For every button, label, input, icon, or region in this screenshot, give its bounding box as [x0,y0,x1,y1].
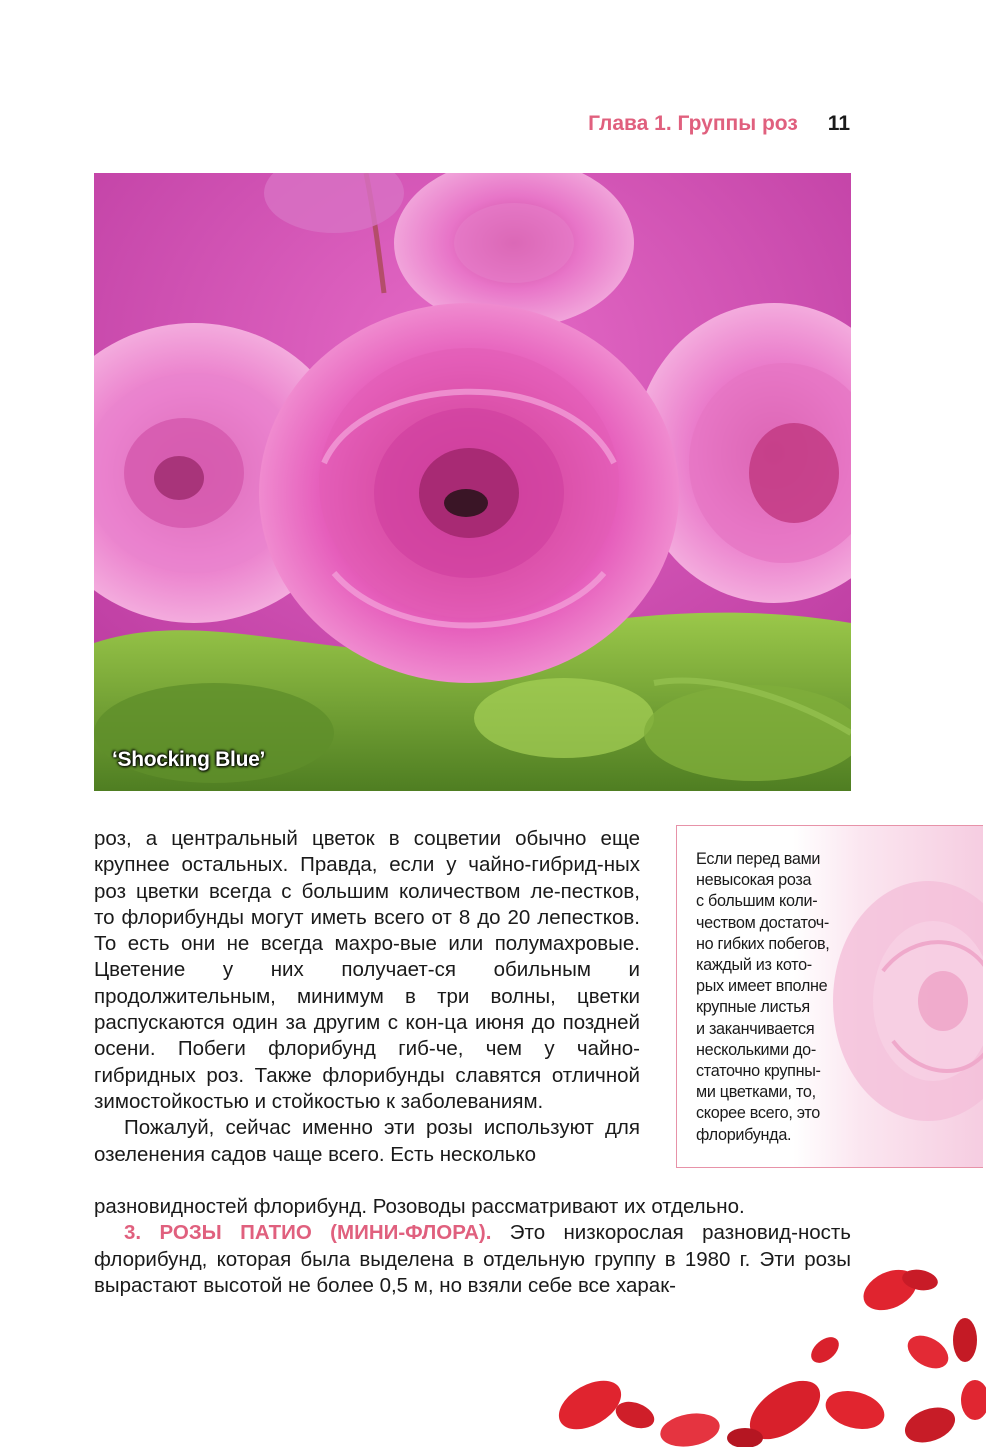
page-number: 11 [827,112,850,135]
sidebar-text [696,849,846,1146]
sidebar-line: и заканчивается [696,1019,815,1038]
sidebar-line: рых имеет вполне [696,977,828,996]
sidebar-line: скорее всего, это [696,1104,820,1123]
sidebar-line: статочно крупны- [696,1062,821,1081]
sidebar-line: каждый из кото- [696,956,812,975]
sidebar-rose-illustration [823,851,983,1151]
rose-photo [94,173,851,791]
photo-caption: ‘Shocking Blue’ [112,748,266,771]
sidebar-line: чеством достаточ- [696,913,830,932]
sidebar-line: несколькими до- [696,1040,816,1059]
sidebar-line: флорибунда. [696,1125,792,1144]
body-paragraph-end: разновидностей флорибунд. Розоводы рассматривают их отдельно. [94,1195,745,1218]
body-column [94,826,640,1168]
sidebar-line: но гибких побегов, [696,934,830,953]
section-text: Это низкорослая разновид-ность флорибунд, которая была выделена в отдельную группу в 1980 г. Эти розы вырастают высотой не более 0,5 м, но взяли себе все харак- [94,1221,851,1297]
sidebar-note [676,825,983,1168]
sidebar-line: с большим коли- [696,892,818,911]
body-paragraph: Пожалуй, сейчас именно эти розы используют для озеленения садов чаще всего. Есть несколько [94,1116,640,1166]
sidebar-line: крупные листья [696,998,810,1017]
running-header [588,112,850,136]
sidebar-line: Если перед вами [696,850,821,868]
body-paragraph: роз, а центральный цветок в соцветии обычно еще крупнее остальных. Правда, если у чайно-гибрид-ных роз цветки всегда с большим количеством ле-пестков, то флорибунды могут иметь всего от 8 до 20 лепестков. То есть они не всегда махро-вые или полумахровые. Цветение у них получает-ся обильным и продолжительным, минимум в три волны, цветки распускаются один за другим с кон-ца июня до поздней осени. Побеги флорибунд гиб-че, чем у чайно-гибридных роз. Также флорибунды славятся отличной зимостойкостью и стойкостью к заболеваниям. [94,827,640,1113]
rose-illustration [94,173,851,791]
chapter-title: Глава 1. Группы роз [588,112,798,135]
section-heading: 3. РОЗЫ ПАТИО (МИНИ-ФЛОРА). [124,1221,492,1245]
rose-petals-decoration [520,1260,986,1447]
sidebar-line: невысокая роза [696,871,812,890]
sidebar-line: ми цветками, то, [696,1083,816,1102]
